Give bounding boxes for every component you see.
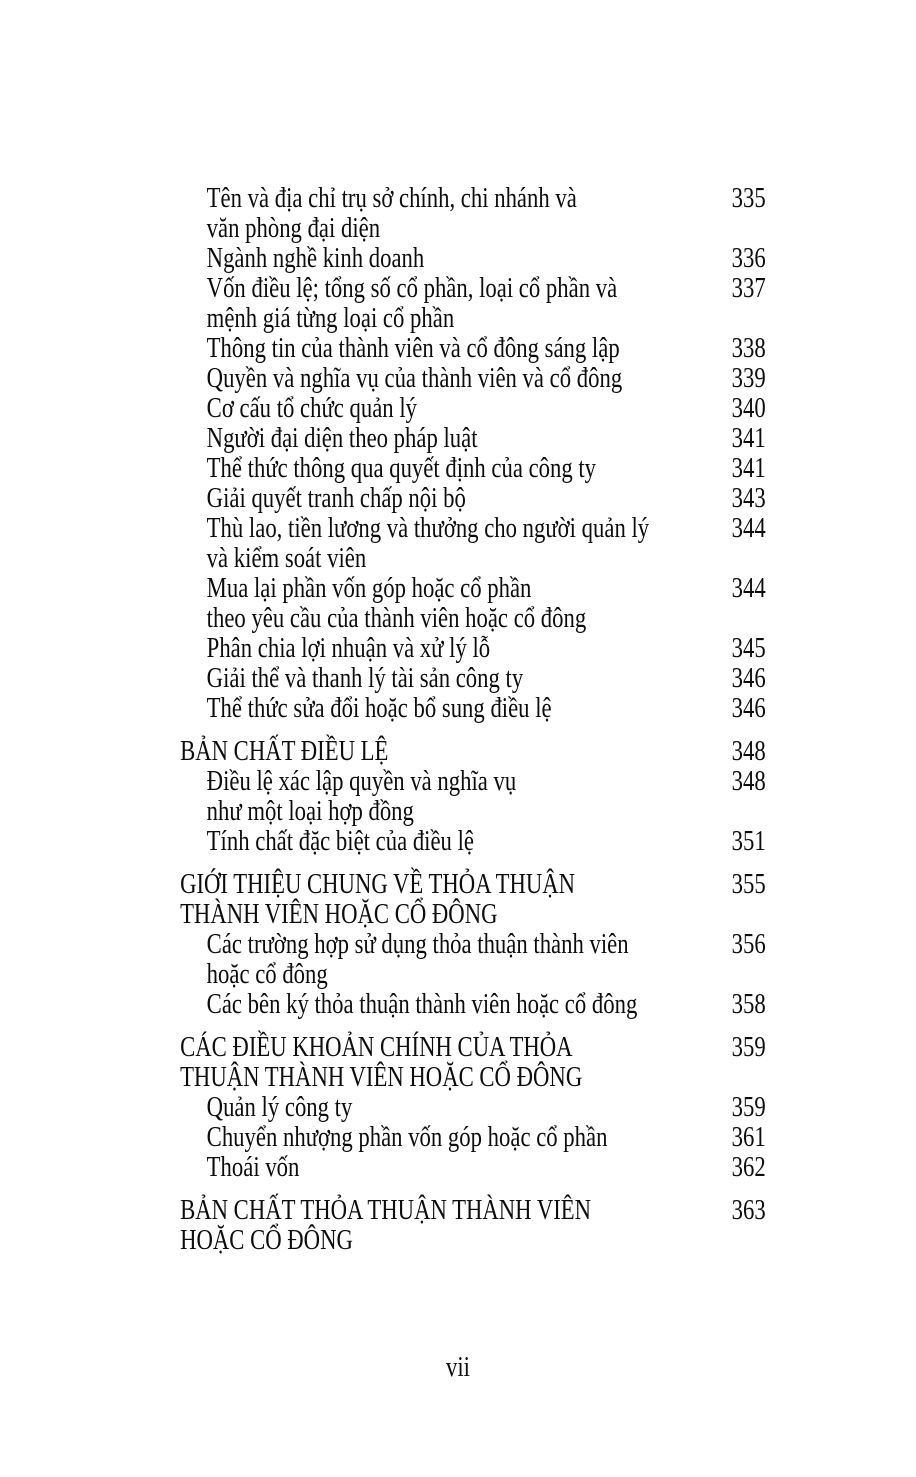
toc-entry-line: Thù lao, tiền lương và thưởng cho người quản lý xyxy=(206,512,650,544)
toc-entry xyxy=(180,693,766,723)
toc-entry-line: Tính chất đặc biệt của điều lệ xyxy=(206,825,474,857)
toc-entry-line: và kiểm soát viên xyxy=(206,542,367,574)
toc-entry-title xyxy=(180,453,703,483)
toc-page-number: 346 xyxy=(731,662,766,694)
toc-entry-title xyxy=(180,663,703,693)
toc-entry xyxy=(180,1152,766,1182)
toc-entry xyxy=(180,663,766,693)
toc-entry xyxy=(180,273,766,333)
toc-page-number: 362 xyxy=(731,1151,766,1183)
toc-page-number: 346 xyxy=(731,692,766,724)
toc-page-number: 344 xyxy=(731,512,766,544)
toc-entry-line: Vốn điều lệ; tổng số cổ phần, loại cổ phần và xyxy=(206,272,618,304)
toc-entry xyxy=(180,513,766,573)
toc-heading-title xyxy=(180,1032,703,1092)
toc-entry-title xyxy=(180,633,703,663)
toc-entry xyxy=(180,483,766,513)
toc-page-number: 355 xyxy=(731,868,766,900)
toc-heading xyxy=(180,869,766,929)
toc-entry-title xyxy=(180,393,703,423)
toc-entry xyxy=(180,989,766,1019)
toc-heading xyxy=(180,1195,766,1255)
toc-entry-title xyxy=(180,273,703,333)
toc-entry-line: Giải thể và thanh lý tài sản công ty xyxy=(206,662,524,694)
toc-entry-line: Mua lại phần vốn góp hoặc cổ phần xyxy=(206,572,532,604)
toc-entry-title xyxy=(180,423,703,453)
toc-entry-title xyxy=(180,989,703,1019)
toc-heading-title xyxy=(180,736,703,766)
toc-entry xyxy=(180,453,766,483)
toc-entry-title xyxy=(180,1152,703,1182)
toc-entry xyxy=(180,183,766,243)
toc-entry xyxy=(180,243,766,273)
toc-entry-line: Giải quyết tranh chấp nội bộ xyxy=(206,482,466,514)
toc-heading xyxy=(180,1032,766,1092)
toc-entry-line: Quản lý công ty xyxy=(206,1091,353,1123)
toc-entry-line: Thông tin của thành viên và cổ đông sáng lập xyxy=(206,332,620,364)
toc-entry-title xyxy=(180,183,703,243)
toc-page-number: 341 xyxy=(731,422,766,454)
toc-entry-title xyxy=(180,766,703,826)
toc-page-number: 359 xyxy=(731,1031,766,1063)
toc-entry-title xyxy=(180,363,703,393)
toc-page-number: 361 xyxy=(731,1121,766,1153)
toc-entry-title xyxy=(180,243,703,273)
toc-page-number: 335 xyxy=(731,182,766,214)
toc-page-number: 344 xyxy=(731,572,766,604)
toc-page-number: 345 xyxy=(731,632,766,664)
toc-entry xyxy=(180,1122,766,1152)
toc-entry-line: Điều lệ xác lập quyền và nghĩa vụ xyxy=(206,765,517,797)
toc-entry-title xyxy=(180,1092,703,1122)
toc-heading-line: HOẶC CỔ ĐÔNG xyxy=(180,1224,353,1256)
toc-entry-line: Chuyển nhượng phần vốn góp hoặc cổ phần xyxy=(206,1121,608,1153)
toc-entry-title xyxy=(180,1122,703,1152)
toc-entry xyxy=(180,929,766,989)
toc-entry-line: Thoái vốn xyxy=(206,1151,300,1183)
toc-page-number: 358 xyxy=(731,988,766,1020)
toc-entry-title xyxy=(180,826,703,856)
toc-entry-line: Tên và địa chỉ trụ sở chính, chi nhánh và xyxy=(206,182,577,214)
toc-page-number: 348 xyxy=(731,765,766,797)
toc-page-number: 339 xyxy=(731,362,766,394)
toc-list xyxy=(180,183,766,1255)
toc-entry-line: hoặc cổ đông xyxy=(206,958,328,990)
toc-entry-line: Các trường hợp sử dụng thỏa thuận thành viên xyxy=(206,928,629,960)
toc-heading-line: THÀNH VIÊN HOẶC CỔ ĐÔNG xyxy=(180,898,498,930)
toc-entry-line: Các bên ký thỏa thuận thành viên hoặc cổ đông xyxy=(206,988,638,1020)
toc-entry-line: mệnh giá từng loại cổ phần xyxy=(206,302,455,334)
toc-entry-line: Người đại diện theo pháp luật xyxy=(206,422,478,454)
toc-entry-line: văn phòng đại diện xyxy=(206,212,381,244)
toc-page-number: 348 xyxy=(731,735,766,767)
toc-entry-line: Ngành nghề kinh doanh xyxy=(206,242,425,274)
toc-heading xyxy=(180,736,766,766)
toc-heading-line: CÁC ĐIỀU KHOẢN CHÍNH CỦA THỎA xyxy=(180,1031,573,1063)
toc-entry xyxy=(180,393,766,423)
toc-page-number: 341 xyxy=(731,452,766,484)
toc-page-number: 343 xyxy=(731,482,766,514)
toc-entry-line: Cơ cấu tổ chức quản lý xyxy=(206,392,417,424)
toc-entry xyxy=(180,826,766,856)
toc-entry-line: theo yêu cầu của thành viên hoặc cổ đông xyxy=(206,602,587,634)
page-number-footer: vii xyxy=(446,1351,470,1383)
toc-page-number: 356 xyxy=(731,928,766,960)
toc-entry xyxy=(180,573,766,633)
toc-entry-title xyxy=(180,513,703,573)
toc-entry xyxy=(180,423,766,453)
toc-entry-title xyxy=(180,929,703,989)
toc-entry-title xyxy=(180,483,703,513)
toc-page-number: 363 xyxy=(731,1194,766,1226)
toc-page-number: 359 xyxy=(731,1091,766,1123)
toc-page-number: 336 xyxy=(731,242,766,274)
toc-entry xyxy=(180,363,766,393)
toc-heading-line: BẢN CHẤT THỎA THUẬN THÀNH VIÊN xyxy=(180,1194,592,1226)
toc-heading-title xyxy=(180,869,703,929)
toc-entry xyxy=(180,333,766,363)
toc-page-number: 338 xyxy=(731,332,766,364)
toc-entry-line: Thể thức thông qua quyết định của công ty xyxy=(206,452,597,484)
toc-heading-line: GIỚI THIỆU CHUNG VỀ THỎA THUẬN xyxy=(180,868,576,900)
toc-entry-line: Phân chia lợi nhuận và xử lý lỗ xyxy=(206,632,491,664)
toc-heading-title xyxy=(180,1195,703,1255)
toc-page-number: 337 xyxy=(731,272,766,304)
toc-entry-line: Thể thức sửa đổi hoặc bổ sung điều lệ xyxy=(206,692,552,724)
toc-entry-line: Quyền và nghĩa vụ của thành viên và cổ đông xyxy=(206,362,623,394)
toc-entry xyxy=(180,1092,766,1122)
toc-page-number: 351 xyxy=(731,825,766,857)
toc-entry-title xyxy=(180,333,703,363)
toc-page-number: 340 xyxy=(731,392,766,424)
toc-entry-title xyxy=(180,573,703,633)
toc-heading-line: THUẬN THÀNH VIÊN HOẶC CỔ ĐÔNG xyxy=(180,1061,583,1093)
toc-entry xyxy=(180,766,766,826)
toc-entry-line: như một loại hợp đồng xyxy=(206,795,414,827)
toc-entry xyxy=(180,633,766,663)
toc-heading-line: BẢN CHẤT ĐIỀU LỆ xyxy=(180,735,389,767)
toc-entry-title xyxy=(180,693,703,723)
